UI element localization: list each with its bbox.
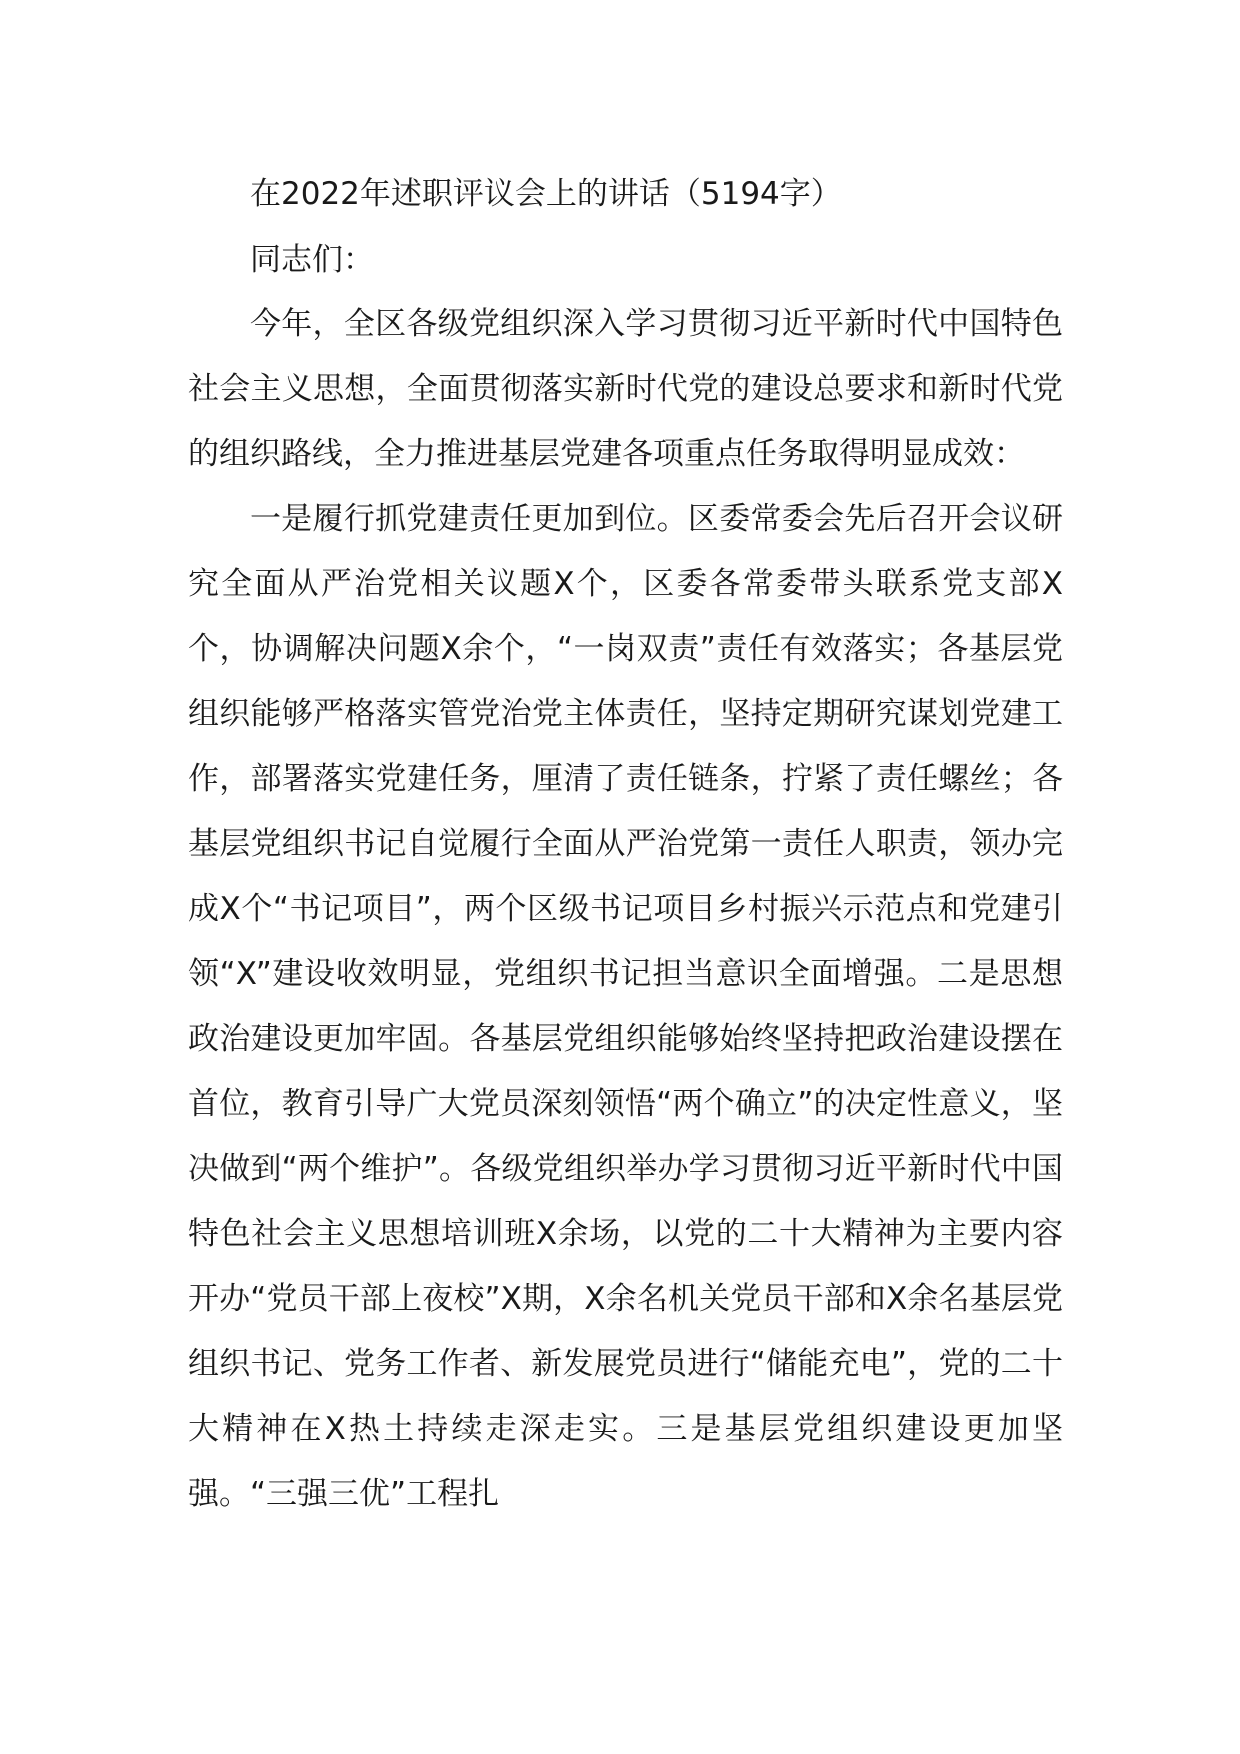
salutation: 同志们： [250,242,374,278]
document-page [188,160,1063,1527]
paragraph-intro: 今年，全区各级党组织深入学习贯彻习近平新时代中国特色社会主义思想，全面贯彻落实新时代党的建设总要求和新时代党的组织路线，全力推进基层党建各项重点任务取得明显成效： [188,306,1063,472]
document-title: 在2022年述职评议会上的讲话（5194字） [250,176,842,212]
paragraph-body: 一是履行抓党建责任更加到位。区委常委会先后召开会议研究全面从严治党相关议题X个，区委各常委带头联系党支部X个，协调解决问题X余个，“一岗双责”责任有效落实；各基层党组织能够严格落实管党治党主体责任，坚持定期研究谋划党建工作，部署落实党建任务，厘清了责任链条，拧紧了责任螺丝；各基层党组织书记自觉履行全面从严治党第一责任人职责，领办完成X个“书记项目”，两个区级书记项目乡村振兴示范点和党建引领“X”建设收效明显，党组织书记担当意识全面增强。二是思想政治建设更加牢固。各基层党组织能够始终坚持把政治建设摆在首位，教育引导广大党员深刻领悟“两个确立”的决定性意义，坚决做到“两个维护”。各级党组织举办学习贯彻习近平新时代中国特色社会主义思想培训班X余场，以党的二十大精神为主要内容开办“党员干部上夜校”X期，X余名机关党员干部和X余名基层党组织书记、党务工作者、新发展党员进行“储能充电”，党的二十大精神在X热土持续走深走实。三是基层党组织建设更加坚强。“三强三优”工程扎 [188,501,1063,1512]
